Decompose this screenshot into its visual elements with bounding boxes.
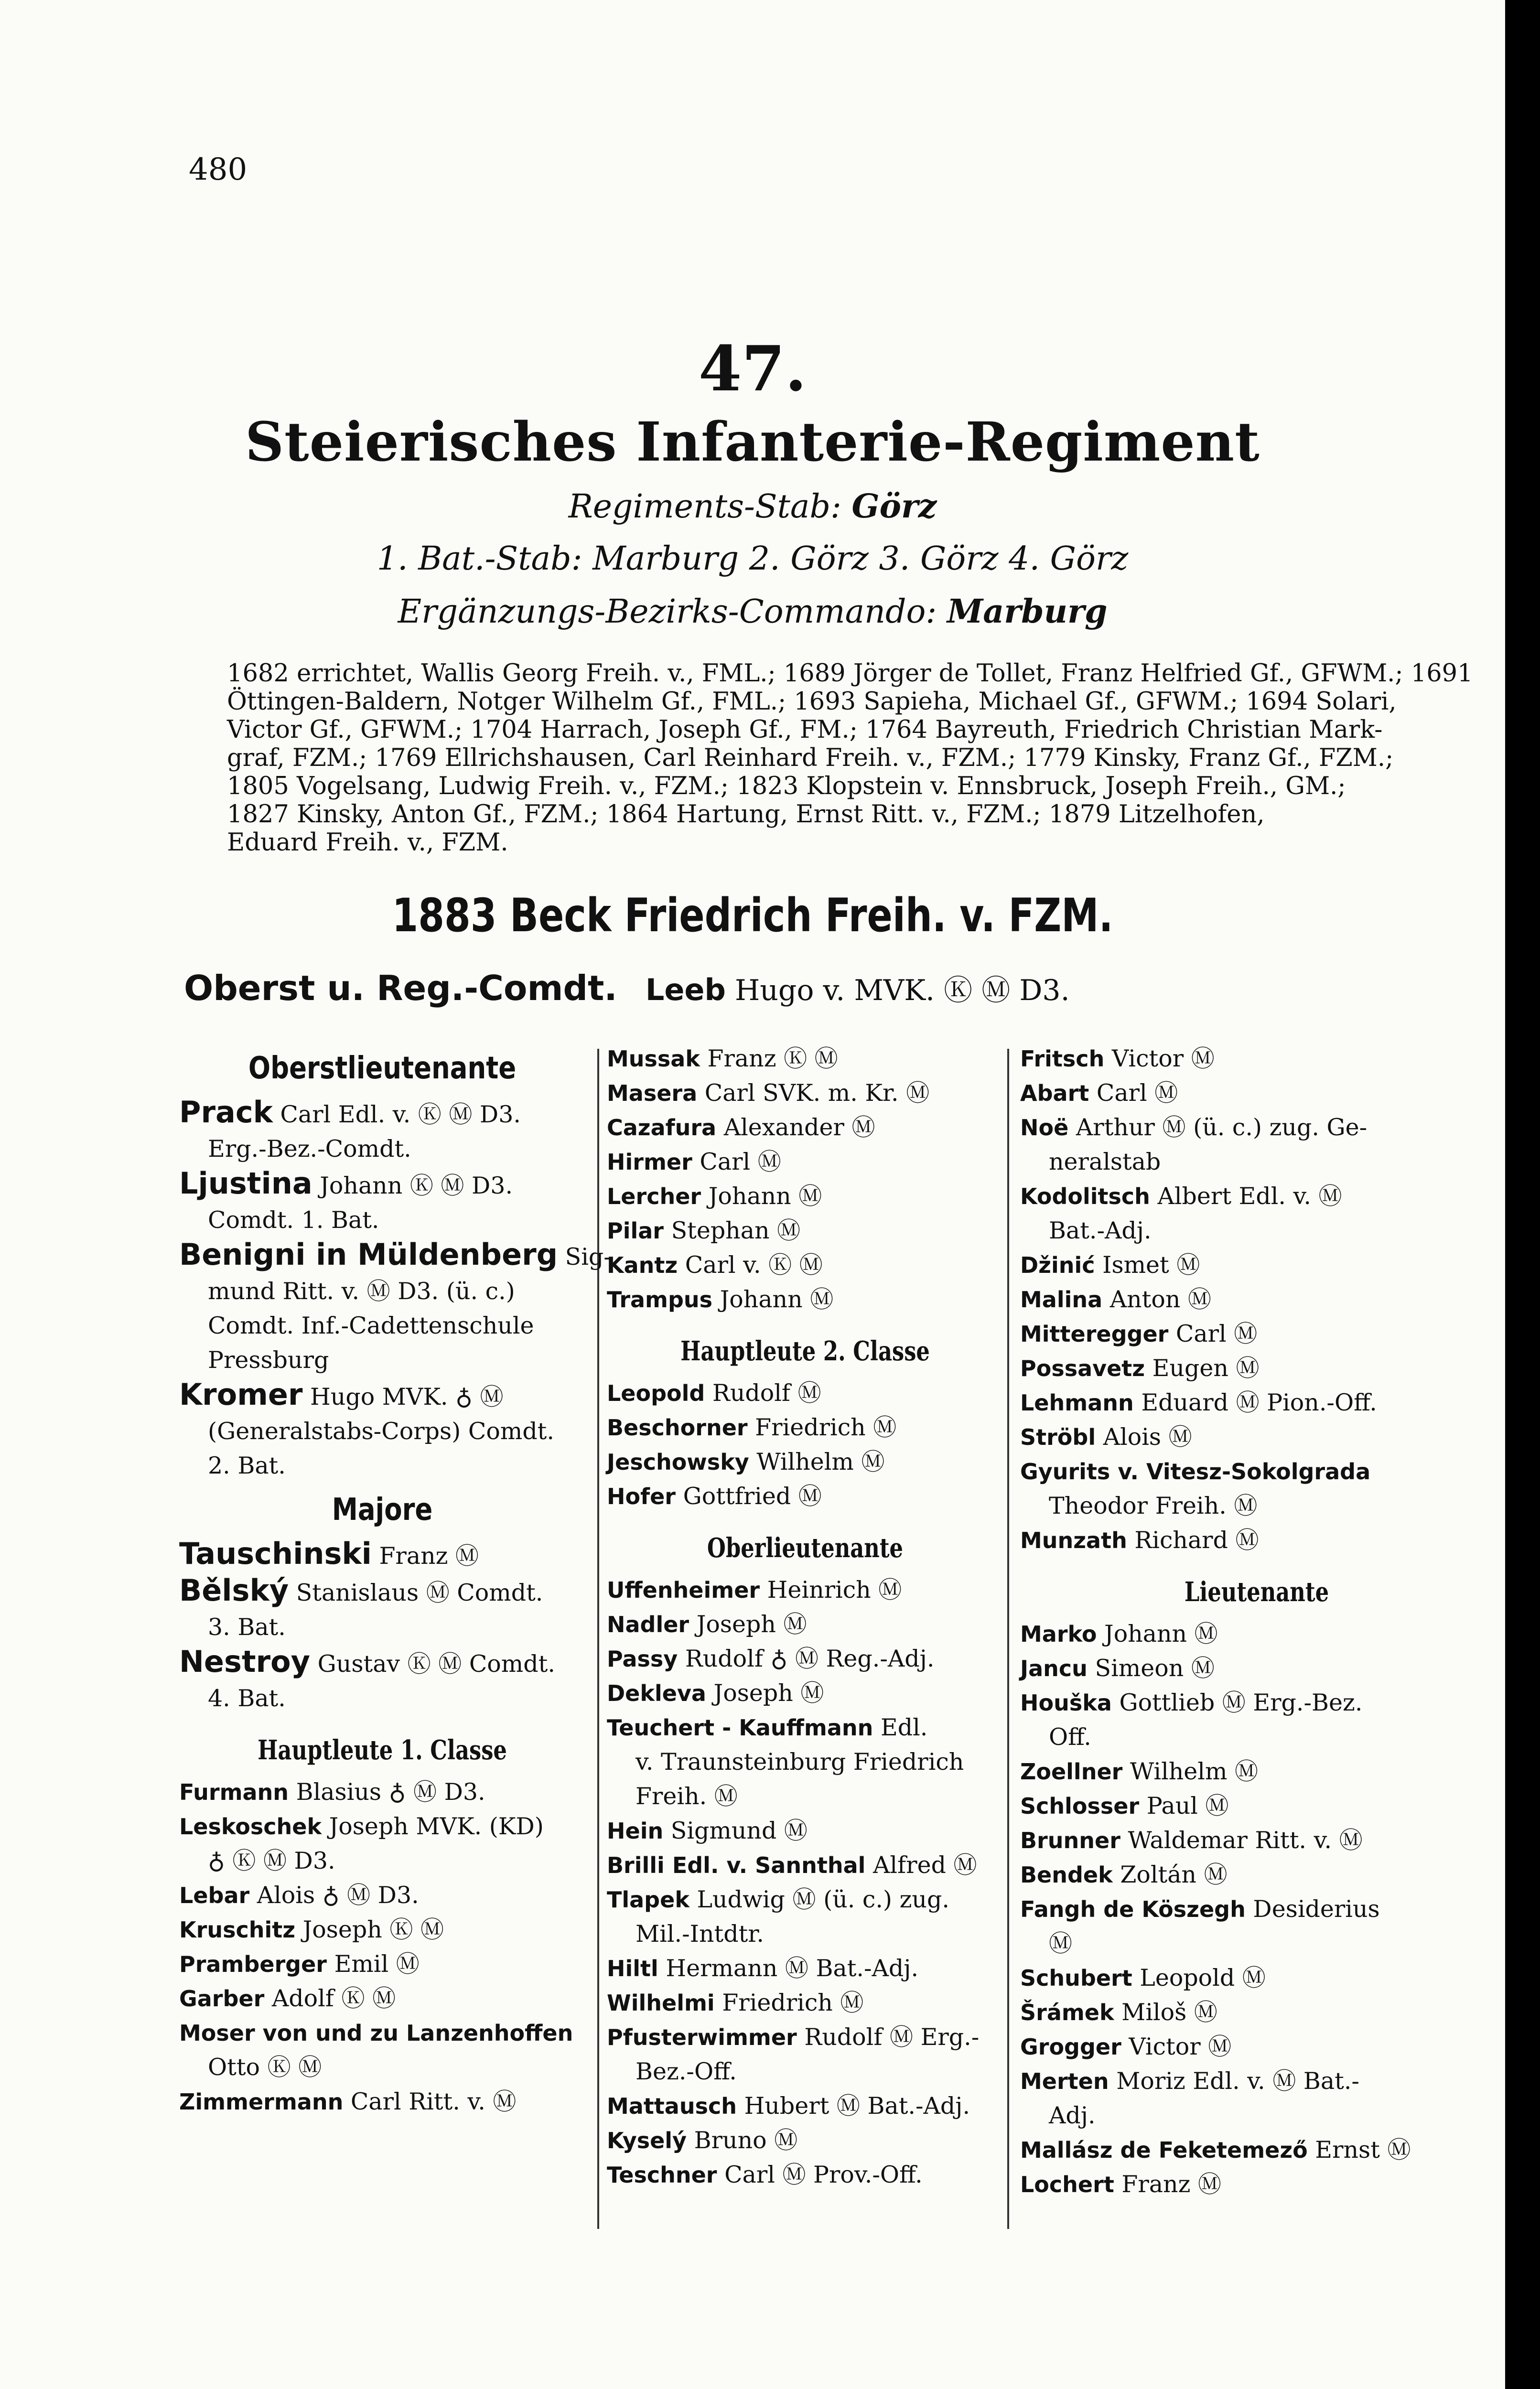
roster-entry <box>607 1951 1003 1986</box>
officer-details: Hugo MVK. ♁ Ⓜ <box>310 1383 504 1410</box>
officer-surname: Dekleva <box>607 1680 706 1706</box>
officer-surname: Beschorner <box>607 1415 748 1441</box>
roster-entry <box>1020 2133 1493 2167</box>
officer-surname: Munzath <box>1020 1528 1127 1553</box>
officer-surname: Kruschitz <box>179 1917 296 1943</box>
roster-entry <box>1020 2167 1493 2202</box>
officer-surname: Kyselý <box>607 2128 687 2153</box>
regiment-title: Steierisches Infanterie-Regiment <box>245 411 1260 473</box>
column-rule <box>597 1049 599 2229</box>
roster-entry <box>607 1248 1003 1282</box>
roster-entry <box>179 1537 585 1573</box>
officer-surname: Schlosser <box>1020 1793 1140 1819</box>
roster-entry <box>1020 1823 1493 1858</box>
heading-oberstlieutenante: Oberstlieutenante <box>248 1051 517 1086</box>
officer-details: Ernst Ⓜ <box>1315 2136 1411 2163</box>
officer-details-cont: v. Traunsteinburg Friedrich <box>635 1748 964 1776</box>
officer-details: Wilhelm Ⓜ <box>756 1448 885 1475</box>
officer-details: Richard Ⓜ <box>1134 1527 1259 1554</box>
officer-details: Bruno Ⓜ <box>694 2127 798 2154</box>
officer-surname: Bendek <box>1020 1862 1113 1888</box>
history-line: Victor Gf., GFWM.; 1704 Harrach, Joseph Gf., FM.; 1764 Bayreuth, Friedrich Christian Mark- <box>227 716 1383 744</box>
roster-entry <box>607 2020 1003 2055</box>
officer-details: Carl Ⓜ <box>1175 1320 1258 1347</box>
officer-surname: Abart <box>1020 1080 1089 1106</box>
roster-entry <box>179 1166 585 1203</box>
roster-entry <box>607 1042 1003 1076</box>
heading-hauptleute-2: Hauptleute 2. Classe <box>680 1335 930 1367</box>
officer-details: Alfred Ⓜ <box>872 1851 977 1879</box>
officer-surname: Teuchert - Kauffmann <box>607 1715 873 1741</box>
roster-entry <box>1020 1892 1493 1926</box>
roster-entry <box>607 1711 1003 1745</box>
officer-details: Ludwig Ⓜ (ü. c.) zug. <box>697 1886 949 1913</box>
district-command: Ergänzungs-Bezirks-Commando: Marburg <box>398 592 1108 631</box>
list-lieutenante <box>1020 1617 1493 2202</box>
officer-details: Desiderius <box>1253 1895 1380 1923</box>
officer-details-cont: 4. Bat. <box>208 1685 286 1712</box>
officer-details-cont: 3. Bat. <box>208 1614 286 1641</box>
officer-details: Joseph Ⓜ <box>696 1611 807 1638</box>
officer-details: Joseph MVK. (KD) <box>329 1813 544 1840</box>
officer-surname: Leopold <box>607 1380 705 1406</box>
officer-details-cont: 2. Bat. <box>208 1452 286 1479</box>
officer-details: Emil Ⓜ <box>334 1950 420 1978</box>
roster-entry <box>179 1573 585 1610</box>
roster-entry <box>1020 1789 1493 1823</box>
officer-surname: Nestroy <box>179 1644 311 1679</box>
officer-surname: Pfusterwimmer <box>607 2024 797 2050</box>
roster-entry <box>179 1095 585 1132</box>
officer-surname: Šrámek <box>1020 2000 1114 2025</box>
officer-surname: Uffenheimer <box>607 1577 760 1603</box>
officer-details: Adolf Ⓚ Ⓜ <box>271 1985 396 2012</box>
column-2 <box>607 1042 1003 2192</box>
officer-details: Gustav Ⓚ Ⓜ Comdt. <box>317 1650 555 1678</box>
officer-details: Paul Ⓜ <box>1146 1792 1229 1819</box>
officer-surname: Tlapek <box>607 1887 689 1913</box>
officer-surname: Zoellner <box>1020 1759 1123 1785</box>
officer-details: Carl SVK. m. Kr. Ⓜ <box>704 1079 930 1107</box>
officer-details: Eduard Ⓜ Pion.-Off. <box>1141 1389 1377 1416</box>
roster-entry <box>179 1878 585 1913</box>
officer-surname: Wilhelmi <box>607 1990 715 2016</box>
roster-entry <box>179 2085 585 2119</box>
officer-surname: Mattausch <box>607 2093 737 2119</box>
list-oberlieutenante <box>607 1573 1003 2192</box>
officer-surname: Grogger <box>1020 2034 1121 2060</box>
roster-entry <box>607 1214 1003 1248</box>
commander-line <box>184 968 1070 1009</box>
officer-surname: Leskoschek <box>179 1814 322 1840</box>
roster-entry <box>1020 1042 1493 1076</box>
officer-surname: Pilar <box>607 1218 664 1244</box>
officer-surname: Moser von und zu Lanzenhoffen <box>179 2020 573 2046</box>
officer-details-cont: Theodor Freih. Ⓜ <box>1049 1492 1258 1519</box>
list-majore <box>179 1537 585 1716</box>
officer-details: Victor Ⓜ <box>1129 2033 1232 2060</box>
roster-entry <box>1020 2064 1493 2098</box>
history-line: 1827 Kinsky, Anton Gf., FZM.; 1864 Hartung, Ernst Ritt. v., FZM.; 1879 Litzelhofen, <box>227 800 1265 829</box>
roster-entry <box>607 1676 1003 1711</box>
officer-details: Carl v. Ⓚ Ⓜ <box>685 1251 823 1279</box>
officer-details: Johann Ⓚ Ⓜ D3. <box>320 1172 513 1199</box>
officer-details: Friedrich Ⓜ <box>722 1989 864 2016</box>
roster-entry <box>1020 1754 1493 1789</box>
officer-surname: Lehmann <box>1020 1390 1134 1416</box>
heading-lieutenante: Lieutenante <box>1184 1576 1329 1608</box>
roster-entry <box>1020 1351 1493 1386</box>
officer-details: Alois Ⓜ <box>1103 1423 1192 1451</box>
officer-details: Carl Ⓜ <box>700 1148 781 1175</box>
roster-entry <box>1020 1317 1493 1351</box>
officer-details: Joseph Ⓚ Ⓜ <box>302 1916 444 1943</box>
officer-details: Friedrich Ⓜ <box>755 1414 897 1441</box>
officer-surname: Tauschinski <box>179 1536 372 1571</box>
officer-details: Alexander Ⓜ <box>723 1114 875 1141</box>
officer-surname: Teschner <box>607 2162 717 2188</box>
officer-details: Johann Ⓜ <box>1104 1620 1218 1647</box>
commander-label: Oberst u. Reg.-Comdt. <box>184 968 617 1008</box>
roster-entry <box>1020 1651 1493 1686</box>
officer-surname: Marko <box>1020 1621 1097 1647</box>
roster-entry <box>1020 1386 1493 1420</box>
regiment-owner: 1883 Beck Friedrich Freih. v. FZM. <box>392 889 1113 942</box>
commander-details: Hugo v. MVK. Ⓚ Ⓜ D3. <box>734 974 1070 1007</box>
officer-details: Victor Ⓜ <box>1111 1045 1215 1072</box>
officer-surname: Gyurits v. Vitesz-Sokolgrada <box>1020 1459 1371 1485</box>
roster-entry <box>607 1883 1003 1917</box>
officer-details: Wilhelm Ⓜ <box>1130 1758 1259 1785</box>
officer-details: Rudolf Ⓜ Erg.- <box>804 2023 980 2051</box>
officer-surname: Schubert <box>1020 1965 1132 1991</box>
history-line: Eduard Freih. v., FZM. <box>227 829 508 857</box>
officer-surname: Mitteregger <box>1020 1321 1169 1347</box>
officer-surname: Pramberger <box>179 1951 327 1977</box>
officer-details-cont: mund Ritt. v. Ⓜ D3. (ü. c.) <box>208 1278 515 1305</box>
officer-details: Anton Ⓜ <box>1109 1286 1211 1313</box>
roster-entry <box>607 2123 1003 2158</box>
officer-surname: Hofer <box>607 1484 676 1509</box>
officer-surname: Cazafura <box>607 1115 717 1141</box>
officer-details: Stephan Ⓜ <box>671 1217 801 1244</box>
officer-details: Sigmund Ⓜ <box>670 1817 808 1844</box>
officer-surname: Ljustina <box>179 1166 312 1201</box>
officer-surname: Passy <box>607 1646 678 1672</box>
officer-surname: Possavetz <box>1020 1356 1145 1381</box>
officer-surname: Bělský <box>179 1573 289 1608</box>
heading-oberlieutenante: Oberlieutenante <box>707 1532 904 1564</box>
officer-details: Stanislaus Ⓜ Comdt. <box>296 1579 543 1606</box>
officer-surname: Hirmer <box>607 1149 692 1175</box>
roster-entry <box>607 1145 1003 1179</box>
officer-surname: Lochert <box>1020 2172 1114 2197</box>
officer-surname: Trampus <box>607 1287 713 1313</box>
officer-surname: Nadler <box>607 1612 689 1637</box>
officer-details-cont: Mil.-Intdtr. <box>635 1920 764 1948</box>
officer-details-cont: Off. <box>1049 1723 1091 1751</box>
roster-entry <box>607 1076 1003 1110</box>
officer-surname: Hiltl <box>607 1956 658 1981</box>
officer-details-cont: Ⓜ <box>1049 1930 1073 1957</box>
officer-details: Johann Ⓜ <box>720 1286 834 1313</box>
officer-details: Alois ♁ Ⓜ D3. <box>257 1882 419 1909</box>
officer-surname: Malina <box>1020 1287 1103 1313</box>
roster-entry <box>1020 1179 1493 1214</box>
officer-surname: Lebar <box>179 1883 250 1908</box>
officer-surname: Hein <box>607 1818 664 1844</box>
roster-entry <box>179 1913 585 1947</box>
roster-entry <box>607 1445 1003 1479</box>
officer-details: Eugen Ⓜ <box>1152 1355 1260 1382</box>
officer-details: Zoltán Ⓜ <box>1120 1861 1228 1888</box>
roster-entry <box>607 2089 1003 2123</box>
roster-entry <box>1020 1686 1493 1720</box>
officer-surname: Furmann <box>179 1779 289 1805</box>
officer-surname: Merten <box>1020 2068 1109 2094</box>
roster-entry <box>1020 1617 1493 1651</box>
column-rule <box>1007 1049 1009 2229</box>
regiment-number: 47. <box>698 332 807 405</box>
history-line: Öttingen-Baldern, Notger Wilhelm Gf., FML.; 1693 Sapieha, Michael Gf., GFWM.; 1694 Solari, <box>227 688 1397 716</box>
roster-entry <box>1020 1076 1493 1110</box>
officer-surname: Masera <box>607 1080 698 1106</box>
roster-entry <box>607 1607 1003 1642</box>
roster-entry <box>1020 1248 1493 1282</box>
officer-details: Rudolf ♁ Ⓜ Reg.-Adj. <box>685 1645 935 1672</box>
column-3 <box>1020 1042 1493 2202</box>
officer-details: Hermann Ⓜ Bat.-Adj. <box>666 1955 919 1982</box>
officer-surname: Ströbl <box>1020 1424 1096 1450</box>
officer-details-cont: Otto Ⓚ Ⓜ <box>208 2054 322 2081</box>
roster-entry <box>607 1986 1003 2020</box>
roster-entry <box>179 2016 585 2050</box>
history-line: graf, FZM.; 1769 Ellrichshausen, Carl Reinhard Freih. v., FZM.; 1779 Kinsky, Franz Gf., FZM.; <box>227 744 1394 772</box>
roster-entry <box>607 1848 1003 1883</box>
officer-surname: Fangh de Köszegh <box>1020 1896 1246 1922</box>
roster-entry <box>607 1573 1003 1607</box>
officer-surname: Jancu <box>1020 1656 1088 1681</box>
officer-details-cont: Comdt. 1. Bat. <box>208 1206 379 1234</box>
roster-entry <box>179 1981 585 2016</box>
officer-details: Carl Ritt. v. Ⓜ <box>350 2088 517 2115</box>
roster-entry <box>1020 1961 1493 1995</box>
officer-surname: Brilli Edl. v. Sannthal <box>607 1852 866 1878</box>
officer-surname: Mussak <box>607 1046 700 1072</box>
officer-details: Rudolf Ⓜ <box>712 1379 821 1407</box>
officer-details: Johann Ⓜ <box>708 1183 822 1210</box>
roster-entry <box>1020 1282 1493 1317</box>
officer-surname: Garber <box>179 1986 265 2012</box>
officer-details: Edl. <box>880 1714 928 1741</box>
roster-entry <box>607 1479 1003 1514</box>
officer-details-cont: Freih. Ⓜ <box>635 1783 738 1810</box>
roster-entry <box>607 1814 1003 1848</box>
officer-details: Franz Ⓜ <box>379 1542 479 1570</box>
officer-details-cont: Adj. <box>1049 2102 1096 2129</box>
column-1 <box>179 1042 612 2119</box>
officer-details: Carl Ⓜ <box>1096 1079 1178 1107</box>
roster-entry <box>607 1410 1003 1445</box>
officer-details-cont: Comdt. Inf.-Cadettenschule <box>208 1312 534 1339</box>
officer-details: Albert Edl. v. Ⓜ <box>1157 1183 1342 1210</box>
roster-entry <box>179 1645 585 1681</box>
officer-details: Hubert Ⓜ Bat.-Adj. <box>744 2092 970 2120</box>
officer-details-cont: (Generalstabs-Corps) Comdt. <box>208 1418 554 1445</box>
list-oberlieutenante-cont <box>1020 1042 1493 1558</box>
roster-entry <box>1020 1858 1493 1892</box>
officer-details-cont: Bez.-Off. <box>635 2058 737 2085</box>
regiment-staff: Regiments-Stab: Görz <box>568 487 937 526</box>
heading-hauptleute-1: Hauptleute 1. Classe <box>258 1734 507 1766</box>
officer-surname: Brunner <box>1020 1828 1120 1853</box>
officer-details-cont: Erg.-Bez.-Comdt. <box>208 1135 411 1162</box>
list-hauptleute-1-cont <box>607 1042 1003 1317</box>
officer-surname: Jeschowsky <box>607 1449 749 1475</box>
officer-details: Miloš Ⓜ <box>1121 1999 1217 2026</box>
officer-surname: Kodolitsch <box>1020 1184 1150 1209</box>
officer-details-cont: Bat.-Adj. <box>1049 1217 1152 1244</box>
roster-entry <box>1020 1523 1493 1558</box>
officer-details: Simeon Ⓜ <box>1095 1655 1215 1682</box>
officer-details: Joseph Ⓜ <box>713 1679 824 1707</box>
list-hauptleute-2 <box>607 1376 1003 1514</box>
roster-entry <box>1020 2030 1493 2064</box>
officer-details: Leopold Ⓜ <box>1140 1964 1266 1991</box>
officer-surname: Prack <box>179 1095 273 1130</box>
battalion-staffs: 1. Bat.-Stab: Marburg 2. Görz 3. Görz 4. Görz <box>377 540 1129 578</box>
heading-majore: Majore <box>332 1492 433 1528</box>
officer-details: Waldemar Ritt. v. Ⓜ <box>1128 1827 1363 1854</box>
officer-surname: Fritsch <box>1020 1046 1105 1072</box>
regiment-history <box>227 659 1473 857</box>
history-line: 1682 errichtet, Wallis Georg Freih. v., FML.; 1689 Jörger de Tollet, Franz Helfried Gf., GFWM.; 1691 <box>227 659 1473 688</box>
officer-details: Carl Edl. v. Ⓚ Ⓜ D3. <box>280 1101 521 1128</box>
officer-details-cont: ♁ Ⓚ Ⓜ D3. <box>208 1847 335 1874</box>
officer-surname: Džinić <box>1020 1252 1095 1278</box>
officer-surname: Kantz <box>607 1252 678 1278</box>
roster-entry <box>179 1775 585 1809</box>
officer-details-cont: neralstab <box>1049 1148 1161 1175</box>
roster-entry <box>179 1809 585 1844</box>
roster-entry <box>607 1282 1003 1317</box>
officer-surname: Mallász de Feketemező <box>1020 2137 1308 2163</box>
officer-details: Franz Ⓜ <box>1121 2171 1221 2198</box>
roster-entry <box>607 1642 1003 1676</box>
officer-surname: Benigni in Müldenberg <box>179 1237 558 1272</box>
officer-surname: Noë <box>1020 1115 1069 1141</box>
list-oberstlieutenante <box>179 1095 612 1483</box>
page-number: 480 <box>189 152 248 187</box>
roster-entry <box>1020 1110 1493 1145</box>
roster-entry <box>607 1179 1003 1214</box>
officer-details: Heinrich Ⓜ <box>767 1576 902 1603</box>
officer-details: Gottfried Ⓜ <box>683 1483 822 1510</box>
roster-entry <box>1020 1454 1493 1489</box>
officer-details-cont: Pressburg <box>208 1346 329 1374</box>
officer-details: Moriz Edl. v. Ⓜ Bat.- <box>1116 2067 1359 2095</box>
officer-details: Arthur Ⓜ (ü. c.) zug. Ge- <box>1076 1114 1368 1141</box>
roster-entry <box>179 1947 585 1981</box>
officer-details: Blasius ♁ Ⓜ D3. <box>296 1778 485 1806</box>
roster-entry <box>607 1110 1003 1145</box>
roster-entry <box>607 2158 1003 2192</box>
roster-entry <box>179 1377 585 1414</box>
list-hauptleute-1 <box>179 1775 585 2119</box>
roster-entry <box>1020 1995 1493 2030</box>
officer-details: Carl Ⓜ Prov.-Off. <box>724 2161 923 2188</box>
officer-surname: Kromer <box>179 1377 303 1412</box>
officer-details: Franz Ⓚ Ⓜ <box>707 1045 838 1072</box>
officer-details: Ismet Ⓜ <box>1102 1251 1200 1279</box>
officer-surname: Lercher <box>607 1184 701 1209</box>
history-line: 1805 Vogelsang, Ludwig Freih. v., FZM.; 1823 Klopstein v. Ennsbruck, Joseph Freih., GM.; <box>227 772 1346 800</box>
officer-details: Sig- <box>565 1243 612 1270</box>
roster-entry <box>607 1376 1003 1410</box>
scan-edge <box>1505 0 1540 2389</box>
officer-surname: Houška <box>1020 1690 1112 1716</box>
roster-entry <box>1020 1420 1493 1454</box>
officer-surname: Zimmermann <box>179 2089 344 2115</box>
roster-entry <box>179 1237 612 1274</box>
officer-details: Gottlieb Ⓜ Erg.-Bez. <box>1119 1689 1363 1716</box>
commander-name: Leeb <box>645 972 726 1007</box>
